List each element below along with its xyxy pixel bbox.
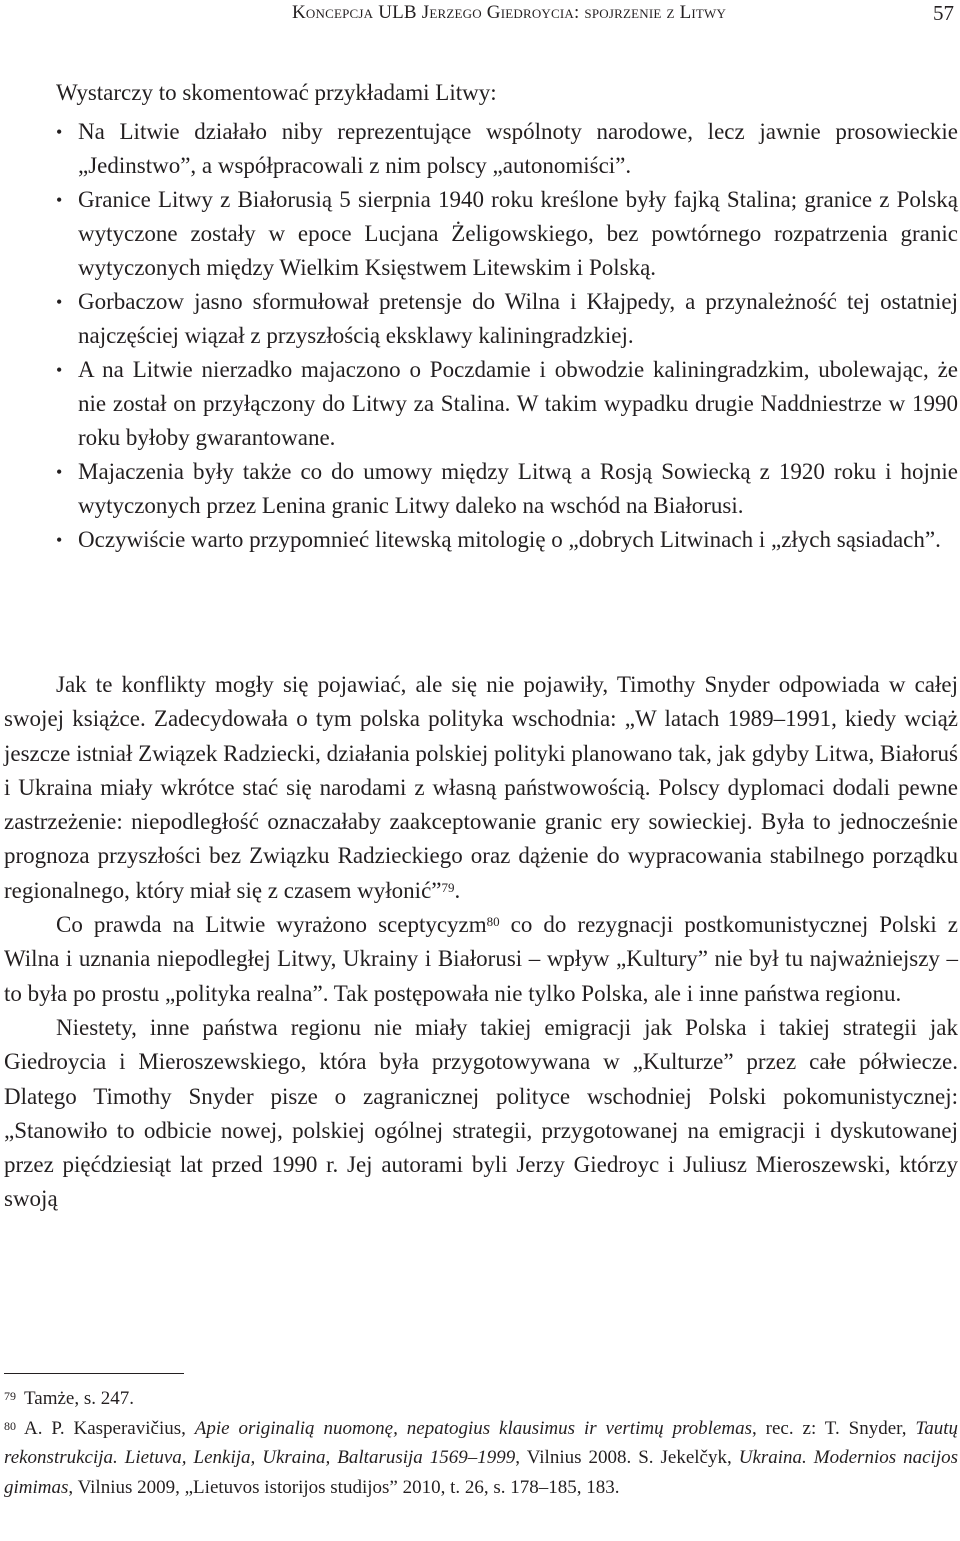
footnote-79 xyxy=(4,1384,958,1414)
footnotes xyxy=(4,1384,958,1502)
footnote-number: 80 xyxy=(4,1418,16,1433)
footnote-ref[interactable]: 79 xyxy=(441,879,455,895)
bullet-list xyxy=(56,115,958,557)
paragraph-text: co do rezygnacji postkomunistycznej Polski z Wilna i uznania niepodległej Litwy, Ukrainy i Białorusi – wpływ „Kultury” nie był tu najważniejszy – to była po prostu „polityka realna”. Tak postępowała nie tylko Polska, ale i inne państwa regionu. xyxy=(4,912,958,1006)
footnote-text: , Vilnius 2008. S. Jekelčyk, xyxy=(515,1447,739,1468)
list-item: • Gorbaczow jasno sformułował pretensje do Wilna i Kłajpedy, a przynależność tej ostatniej najczęściej wiązał z przyszłością eksklawy kaliningradzkiej. xyxy=(56,285,958,353)
paragraph-end: . xyxy=(454,877,461,903)
footnote-80 xyxy=(4,1414,958,1503)
body-text xyxy=(4,668,958,1217)
list-item: • Oczywiście warto przypomnieć litewską mitologię o „dobrych Litwinach i „złych sąsiadach”. xyxy=(56,523,958,557)
footnote-text: A. P. Kasperavičius, xyxy=(24,1417,195,1439)
list-item: • A na Litwie nierzadko majaczono o Poczdamie i obwodzie kaliningradzkim, ubolewając, że nie został on przyłączony do Litwy za Stalina. W takim wypadku drugie Naddniestrze w 1990 roku byłoby gwarantowane. xyxy=(56,353,958,455)
list-item: • Na Litwie działało niby reprezentujące wspólnoty narodowe, lecz jawnie prosowieckie „Jedinstwo”, a współpracowali z nim polscy „autonomiści”. xyxy=(56,115,958,183)
footnote-title: Ukraina. Modernios nacijos gimimas xyxy=(4,1447,958,1498)
footnote-ref[interactable]: 80 xyxy=(486,914,500,930)
footnote-number: 79 xyxy=(4,1389,16,1403)
running-header xyxy=(0,0,960,26)
paragraph xyxy=(4,668,958,908)
footnote-title: Tautų rekonstrukcija. Lietuva, Lenkija, Ukraina, Baltarusija 1569–1999 xyxy=(4,1417,958,1468)
page-number: 57 xyxy=(933,1,954,25)
intro-line: Wystarczy to skomentować przykładami Litwy: xyxy=(56,80,497,105)
list-item: • Majaczenia były także co do umowy między Litwą a Rosją Sowiecką z 1920 roku i hojnie wytyczonych przez Lenina granic Litwy daleko na wschód na Białorusi. xyxy=(56,455,958,523)
footnote-divider xyxy=(4,1373,184,1374)
paragraph xyxy=(4,908,958,1011)
paragraph-text: Jak te konflikty mogły się pojawiać, ale się nie pojawiły, Timothy Snyder odpowiada w całej swojej książce. Zadecydowała o tym polska polityka wschodnia: „W latach 1989–1991, kiedy wciąż jeszcze istniał Związek Radziecki, działania polskiej polityki planowano tak, jak gdyby Litwa, Białoruś i Ukraina miały wkrótce stać się narodami z własną państwowością. Polscy dyplomaci dodali pewne zastrzeżenie: niepodległość oznaczałaby zaakceptowanie granic ery sowieckiej. Była to jednocześnie prognoza przyszłości bez Związku Radzieckiego oraz dążenie do wypracowania stabilnego porządku regionalnego, który miał się z czasem wyłonić” xyxy=(4,672,958,903)
list-item: • Granice Litwy z Białorusią 5 sierpnia 1940 roku kreślone były fajką Stalina; granice z Polską wytyczone zostały w epoce Lucjana Żeligowskiego, bez powtórnego rozpatrzenia granic wytyczonych między Wielkim Księstwem Litewskim i Polską. xyxy=(56,183,958,285)
paragraph: Niestety, inne państwa regionu nie miały takiej emigracji jak Polska i takiej strategii jak Giedroycia i Mieroszewskiego, która była przygotowywana w „Kulturze” przez całe półwiecze. Dlatego Timothy Snyder pisze o zagranicznej polityce wschodniej Polski pokomunistycznej: „Stanowiło to odbicie nowej, polskiej ogólnej strategii, przygotowanej na emigracji i dyskutowanej przez pięćdziesiąt lat przed 1990 r. Jej autorami byli Jerzy Giedroyc i Juliusz Mieroszewski, którzy swoją xyxy=(4,1014,958,1212)
running-title: Koncepcja ULB Jerzego Giedroycia: spojrzenie z Litwy xyxy=(292,2,727,23)
footnote-text: , Vilnius 2009, „Lietuvos istorijos studijos” 2010, t. 26, s. 178–185, 183. xyxy=(68,1476,620,1498)
footnote-title: Apie originalią nuomonę, nepatogius klausimus ir vertimų problemas xyxy=(194,1417,753,1439)
footnote-text: , rec. z: T. Snyder, xyxy=(752,1417,916,1439)
footnote-text: Tamże, s. 247. xyxy=(24,1388,135,1409)
paragraph-text: Co prawda na Litwie wyrażono sceptycyzm xyxy=(56,912,487,938)
